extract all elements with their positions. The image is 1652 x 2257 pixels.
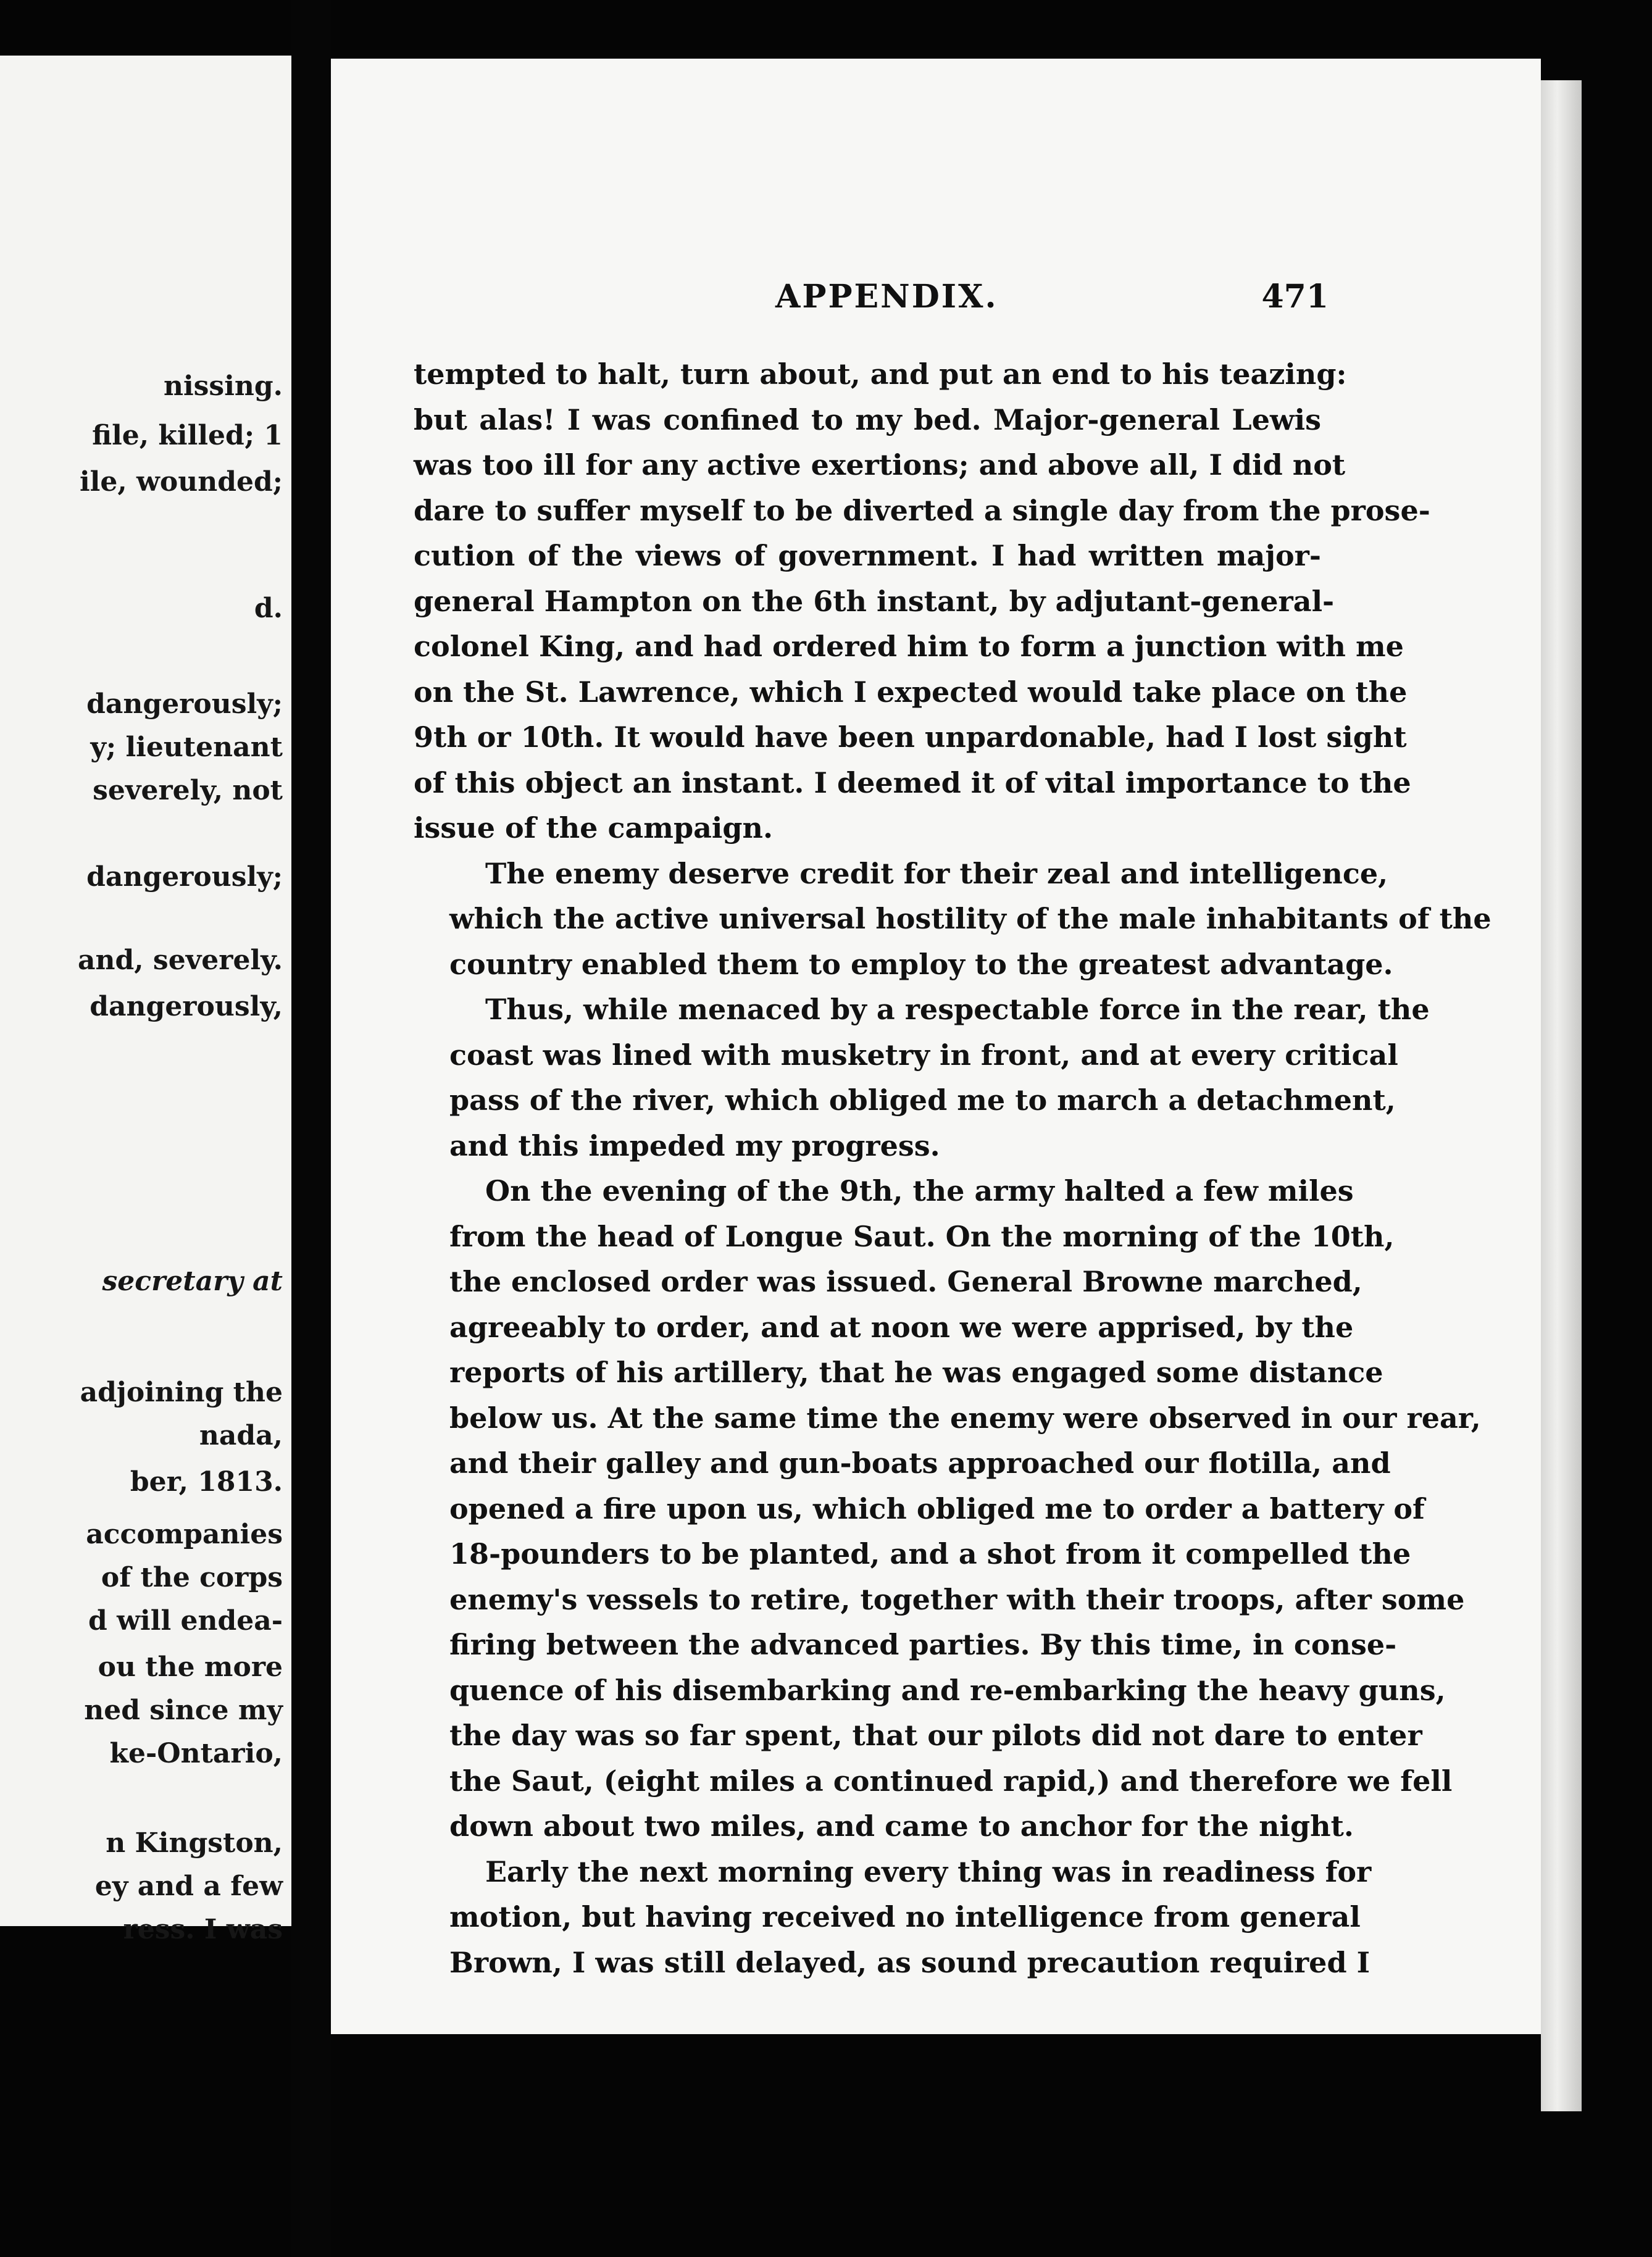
facing-page-line: adjoining the — [80, 1377, 283, 1408]
text-line: the Saut, (eight miles a continued rapid,) and therefore we fell — [449, 1764, 1453, 1798]
text-line: country enabled them to employ to the greatest advantage. — [449, 947, 1393, 981]
paragraph — [414, 851, 1491, 988]
text-line: of this object an instant. I deemed it of vital importance to the — [414, 766, 1411, 799]
facing-page-line: n Kingston, — [106, 1827, 283, 1859]
text-line: 18-pounders to be planted, and a shot from it compelled the — [449, 1537, 1411, 1571]
facing-page-line: file, killed; 1 — [92, 420, 283, 451]
facing-page — [0, 56, 291, 1945]
facing-page-line: of the corps — [101, 1562, 283, 1593]
facing-page-line: ou the more — [98, 1651, 283, 1683]
text-line: from the head of Longue Saut. On the morning of the 10th, — [449, 1219, 1395, 1253]
text-line: reports of his artillery, that he was engaged some distance — [449, 1356, 1383, 1389]
paragraph — [414, 987, 1430, 1169]
facing-page-line: nada, — [199, 1420, 283, 1451]
text-line: but alas! I was confined to my bed. Major-general Lewis — [414, 403, 1321, 436]
text-line: agreeably to order, and at noon we were apprised, by the — [449, 1310, 1354, 1344]
text-line: coast was lined with musketry in front, and at every critical — [449, 1038, 1398, 1072]
text-line: 9th or 10th. It would have been unpardonable, had I lost sight — [414, 720, 1407, 754]
text-line: On the evening of the 9th, the army halted a few miles — [485, 1174, 1354, 1208]
text-line: cution of the views of government. I had written major- — [414, 539, 1321, 572]
facing-page-line: and, severely. — [78, 945, 283, 976]
text-line: the enclosed order was issued. General Browne marched, — [449, 1265, 1362, 1298]
text-line: general Hampton on the 6th instant, by adjutant-general- — [414, 584, 1335, 618]
text-line: quence of his disembarking and re-embarking the heavy guns, — [449, 1673, 1446, 1707]
text-line: enemy's vessels to retire, together with their troops, after some — [449, 1582, 1465, 1616]
text-line: tempted to halt, turn about, and put an end to his teazing: — [414, 357, 1347, 391]
text-line: Brown, I was still delayed, as sound precaution required I — [449, 1945, 1370, 1979]
facing-page-line: d will endea- — [88, 1605, 283, 1637]
body-text — [414, 352, 1491, 1985]
facing-page-line: secretary at — [102, 1266, 283, 1297]
text-line: The enemy deserve credit for their zeal and intelligence, — [485, 856, 1388, 890]
text-line: and their galley and gun-boats approached our flotilla, and — [449, 1446, 1391, 1480]
facing-page-line: nissing. — [163, 370, 283, 402]
facing-page-line: dangerously; — [86, 861, 283, 893]
book-gutter — [291, 0, 331, 2257]
text-line: which the active universal hostility of the male inhabitants of the — [449, 902, 1491, 935]
text-line: colonel King, and had ordered him to form a junction with me — [414, 630, 1404, 663]
text-line: Thus, while menaced by a respectable force in the rear, the — [485, 993, 1430, 1026]
text-line: and this impeded my progress. — [449, 1128, 940, 1162]
facing-page-line: y; lieutenant — [90, 732, 283, 763]
facing-page-line: ke-Ontario, — [109, 1738, 283, 1769]
running-header — [331, 278, 1356, 327]
paragraph — [414, 1169, 1481, 1850]
running-title: APPENDIX. — [775, 278, 998, 315]
text-line: down about two miles, and came to anchor for the night. — [449, 1809, 1354, 1843]
text-line: opened a fire upon us, which obliged me to order a battery of — [449, 1491, 1425, 1525]
text-line: firing between the advanced parties. By this time, in conse- — [449, 1628, 1397, 1661]
text-line: below us. At the same time the enemy were observed in our rear, — [449, 1401, 1481, 1435]
facing-page-line: d. — [254, 593, 283, 624]
text-line: Early the next morning every thing was in readiness for — [485, 1854, 1372, 1888]
text-line: issue of the campaign. — [414, 811, 774, 845]
text-line: the day was so far spent, that our pilots did not dare to enter — [449, 1719, 1422, 1752]
text-line: on the St. Lawrence, which I expected would take place on the — [414, 675, 1408, 709]
facing-page-line: accompanies — [86, 1519, 283, 1550]
paragraph — [414, 352, 1430, 851]
facing-page-line: ile, wounded; — [79, 466, 283, 498]
facing-page-line: ress. I was — [123, 1914, 283, 1945]
paragraph — [414, 1850, 1372, 1986]
page-number: 471 — [1261, 278, 1329, 315]
text-line: dare to suffer myself to be diverted a single day from the prose- — [414, 493, 1430, 527]
facing-page-line: severely, not — [93, 775, 283, 806]
facing-page-line: ey and a few — [94, 1871, 283, 1902]
text-line: motion, but having received no intelligence from general — [449, 1900, 1361, 1934]
text-line: was too ill for any active exertions; and above all, I did not — [414, 448, 1346, 482]
text-line: pass of the river, which obliged me to march a detachment, — [449, 1083, 1396, 1117]
facing-page-line: ber, 1813. — [130, 1466, 283, 1498]
facing-page-line: dangerously, — [90, 991, 283, 1022]
facing-page-line: ned since my — [84, 1695, 283, 1726]
page-edge — [1541, 80, 1582, 2111]
facing-page-line: dangerously; — [86, 688, 283, 720]
